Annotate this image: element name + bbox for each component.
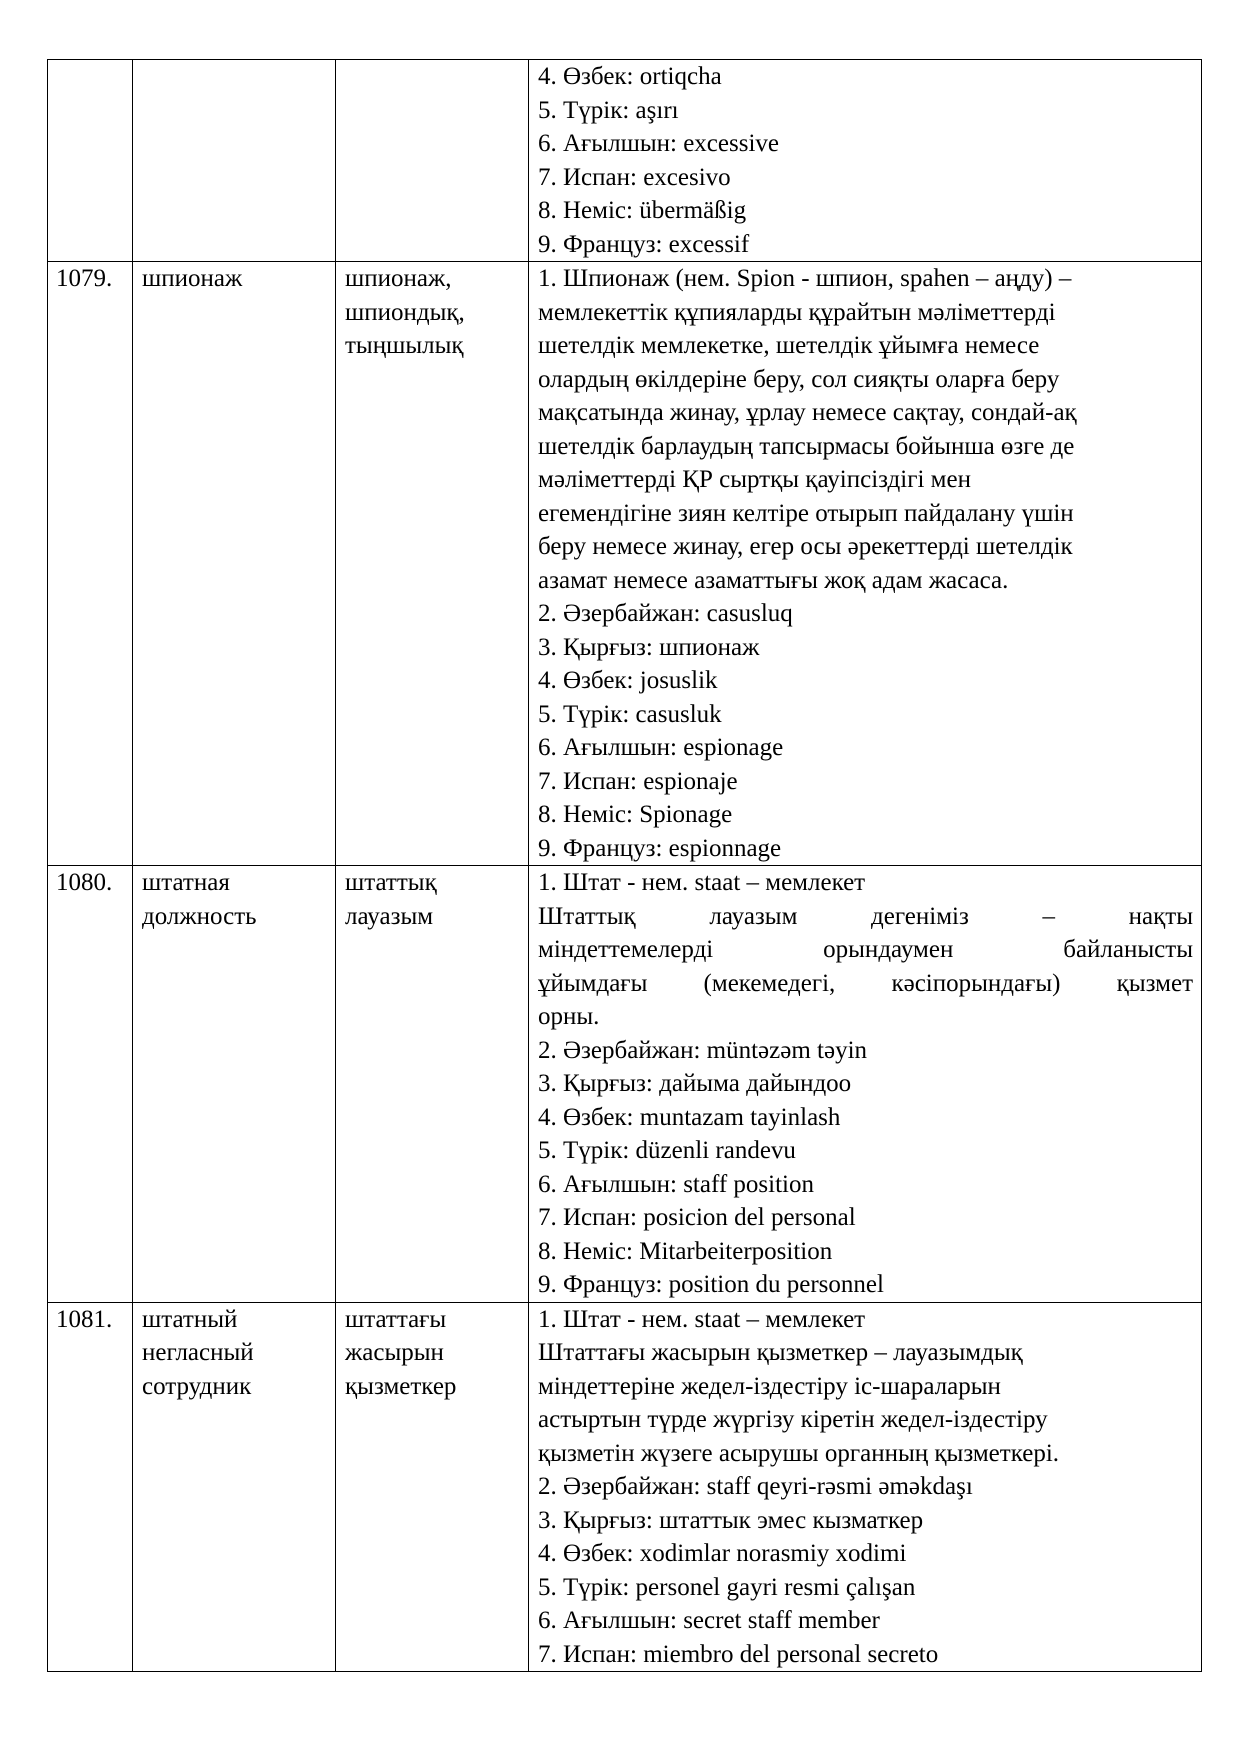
definition-line: астыртын түрде жүргізу кіретін жедел-іздестіру [538,1406,1048,1433]
translation-line: 9. Француз: excessif [538,230,750,258]
definition-line: 1. Штат - нем. staat – мемлекет [538,869,866,896]
dictionary-table [47,59,1202,1672]
entry-number: 1079. [48,262,133,866]
kazakh-term [336,60,529,262]
translation-line: 3. Қырғыз: шпионаж [538,633,760,661]
definition-line: егемендігіне зиян келтіре отырып пайдалану үшін [538,499,1074,527]
russian-term [133,1302,336,1672]
translation-line: 5. Түрік: casusluk [538,700,722,728]
entry-definition [529,262,1202,866]
translation-line: 9. Француз: position du personnel [538,1271,884,1298]
translation-line: 4. Өзбек: muntazam tayinlash [538,1103,841,1131]
translation-line: 5. Түрік: personel gayri resmi çalışan [538,1573,916,1601]
translation-line: 4. Өзбек: josuslik [538,667,718,694]
translation-line: 7. Испан: espionaje [538,767,738,795]
kazakh-term-line: штаттағы [345,1305,447,1333]
definition-line: Штаттық лауазым дегеніміз – нақты [538,902,1193,930]
translation-line: 7. Испан: miembro del personal secreto [538,1640,939,1668]
kazakh-term [336,1302,529,1672]
kazakh-term [336,262,529,866]
entry-number: 1081. [48,1302,133,1672]
russian-term-line: негласный [142,1339,254,1366]
translation-line: 6. Ағылшын: secret staff member [538,1607,880,1634]
entry-definition [529,866,1202,1303]
translation-line: 6. Ағылшын: espionage [538,734,784,761]
definition-line: міндеттеріне жедел-іздестіру іс-шараларын [538,1372,1001,1400]
translation-line: 3. Қырғыз: дайыма дайындоо [538,1070,852,1097]
kazakh-term [336,866,529,1303]
translation-line: 8. Неміс: Mitarbeiterposition [538,1237,833,1265]
russian-term [133,60,336,262]
translation-line: 6. Ағылшын: staff position [538,1170,814,1198]
translation-line: 5. Түрік: düzenli randevu [538,1137,796,1164]
definition-line: олардың өкілдеріне беру, сол сияқты оларға беру [538,365,1060,393]
definition-line: шетелдік мемлекетке, шетелдік ұйымға немесе [538,332,1040,359]
translation-line: 4. Өзбек: xodimlar norasmiy xodimi [538,1540,907,1567]
translation-line: 5. Түрік: aşırı [538,96,679,124]
definition-line: Штаттағы жасырын қызметкер – лауазымдық [538,1339,1023,1366]
translation-line: 4. Өзбек: ortiqcha [538,63,722,90]
table-row [48,1302,1202,1672]
russian-term [133,866,336,1303]
definition-line: 1. Шпионаж (нем. Spion - шпион, spahen – аңду) – [538,265,1072,292]
entry-definition [529,60,1202,262]
translation-line: 2. Әзербайжан: staff qeyri-rəsmi əməkdaşı [538,1473,973,1500]
entry-number: 1080. [48,866,133,1303]
definition-line: беру немесе жинау, егер осы әрекеттерді шетелдік [538,533,1073,560]
definition-line: ұйымдағы (мекемедегі, кәсіпорындағы) қызмет [538,969,1193,997]
translation-line: 3. Қырғыз: штаттык эмес кызматкер [538,1506,924,1534]
translation-line: 7. Испан: excesivo [538,163,731,191]
translation-line: 2. Әзербайжан: müntəzəm təyin [538,1036,868,1064]
translation-line: 8. Неміс: Spionage [538,801,733,828]
entry-definition [529,1302,1202,1672]
kazakh-term-line: шпиондық, [345,298,465,326]
kazakh-term-line: шпионаж, [345,265,452,292]
definition-line: міндеттемелерді орындаумен байланысты [538,936,1193,963]
definition-line: мәліметтерді ҚР сыртқы қауіпсіздігі мен [538,466,971,493]
translation-line: 9. Француз: espionnage [538,834,782,862]
kazakh-term-line: штаттық [345,869,437,896]
russian-term-line: должность [142,902,257,930]
kazakh-term-line: тыңшылық [345,332,464,359]
definition-line: орны. [538,1003,600,1030]
translation-line: 8. Неміс: übermäßig [538,197,747,224]
kazakh-term-line: қызметкер [345,1372,457,1400]
table-row [48,866,1202,1303]
russian-term-line: штатный [142,1305,238,1333]
entry-number [48,60,133,262]
definition-line: қызметін жүзеге асырушы органның қызметкері. [538,1439,1060,1467]
definition-line: шетелдік барлаудың тапсырмасы бойынша өзге де [538,432,1075,460]
translation-line: 7. Испан: posicion del personal [538,1204,856,1231]
russian-term-line: шпионаж [142,265,243,292]
definition-line: азамат немесе азаматтығы жоқ адам жасаса. [538,566,1009,594]
russian-term-line: сотрудник [142,1372,252,1400]
translation-line: 2. Әзербайжан: casusluq [538,600,793,627]
translation-line: 6. Ағылшын: excessive [538,130,779,157]
table-row [48,60,1202,262]
definition-line: мақсатында жинау, ұрлау немесе сақтау, сондай-ақ [538,399,1077,426]
kazakh-term-line: лауазым [345,902,434,930]
kazakh-term-line: жасырын [345,1339,444,1366]
table-row [48,262,1202,866]
definition-line: 1. Штат - нем. staat – мемлекет [538,1305,866,1333]
russian-term-line: штатная [142,869,230,896]
definition-line: мемлекеттік құпияларды құрайтын мәліметтерді [538,298,1056,326]
russian-term [133,262,336,866]
